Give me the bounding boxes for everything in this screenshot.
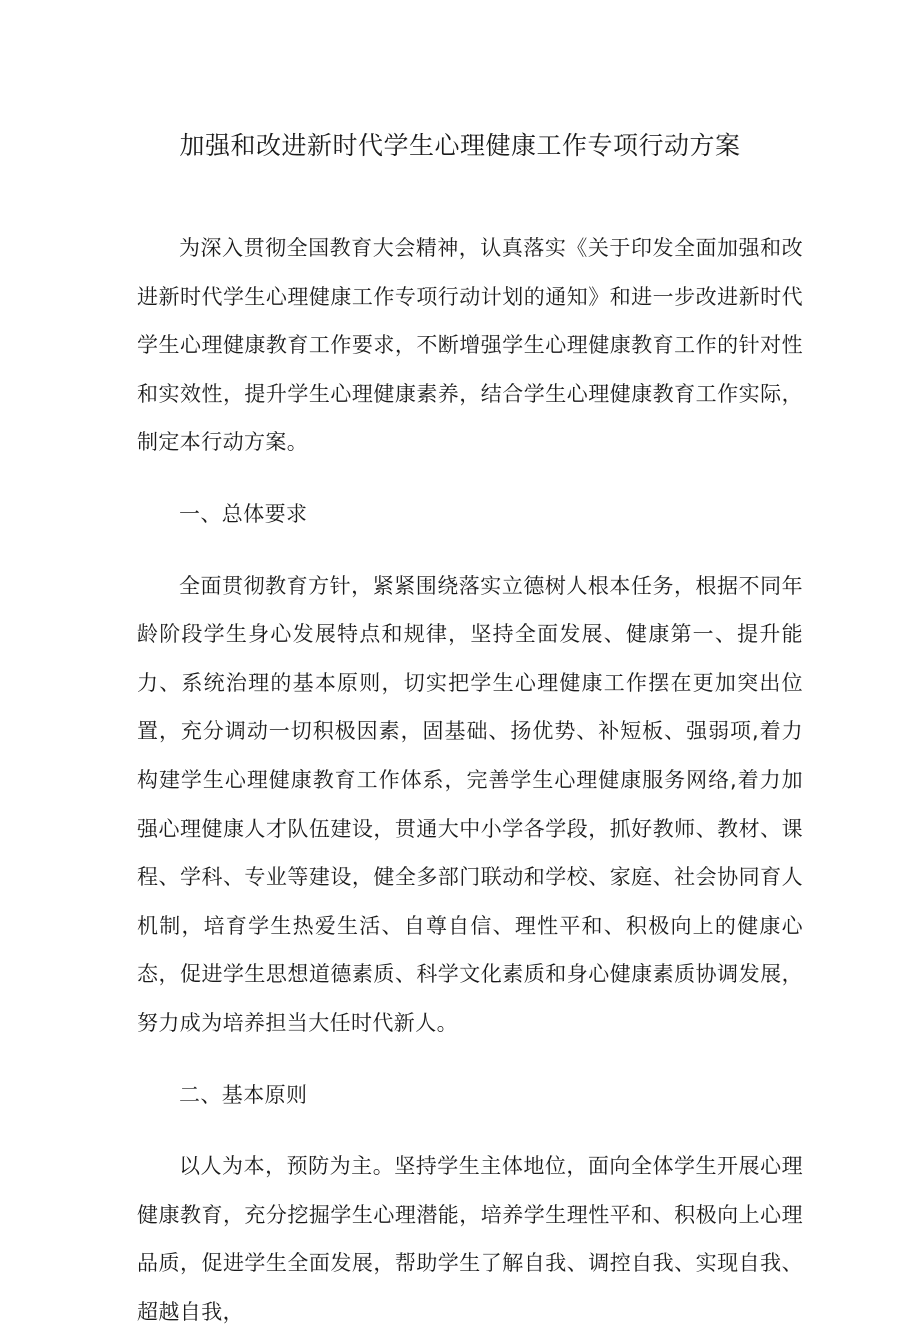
paragraph-spacer xyxy=(137,467,803,490)
section-heading-general-requirements: 一、总体要求 xyxy=(179,501,308,526)
general-requirements-paragraph: 全面贯彻教育方针，紧紧围绕落实立德树人根本任务，根据不同年龄阶段学生身心发展特点和规律，坚持全面发展、健康第一、提升能力、系统治理的基本原则，切实把学生心理健康工作摆在更加突出位置，充分调动一切积极因素，固基础、扬优势、补短板、强弱项,着力构建学生心理健康教育工作体系，完善学生心理健康服务网络,着力加强心理健康人才队伍建设，贯通大中小学各学段，抓好教师、教材、课程、学科、专业等建设，健全多部门联动和学校、家庭、社会协同育人机制，培育学生热爱生活、自尊自信、理性平和、积极向上的健康心态，促进学生思想道德素质、科学文化素质和身心健康素质协调发展，努力成为培养担当大任时代新人。 xyxy=(137,573,803,1035)
intro-paragraph: 为深入贯彻全国教育大会精神，认真落实《关于印发全面加强和改进新时代学生心理健康工作专项行动计划的通知》和进一步改进新时代学生心理健康教育工作要求，不断增强学生心理健康教育工作的针对性和实效性，提升学生心理健康素养，结合学生心理健康教育工作实际，制定本行动方案。 xyxy=(137,236,803,455)
basic-principles-paragraph: 以人为本，预防为主。坚持学生主体地位，面向全体学生开展心理健康教育，充分挖掘学生心理潜能，培养学生理性平和、积极向上心理品质，促进学生全面发展，帮助学生了解自我、调控自我、实现自我、超越自我， xyxy=(137,1154,803,1324)
section-heading-basic-principles: 二、基本原则 xyxy=(179,1082,308,1107)
paragraph-spacer xyxy=(137,1119,803,1142)
document-title: 加强和改进新时代学生心理健康工作专项行动方案 xyxy=(179,131,741,160)
document-body xyxy=(137,224,803,1336)
paragraph-spacer xyxy=(137,1048,803,1071)
paragraph-spacer xyxy=(137,539,803,562)
